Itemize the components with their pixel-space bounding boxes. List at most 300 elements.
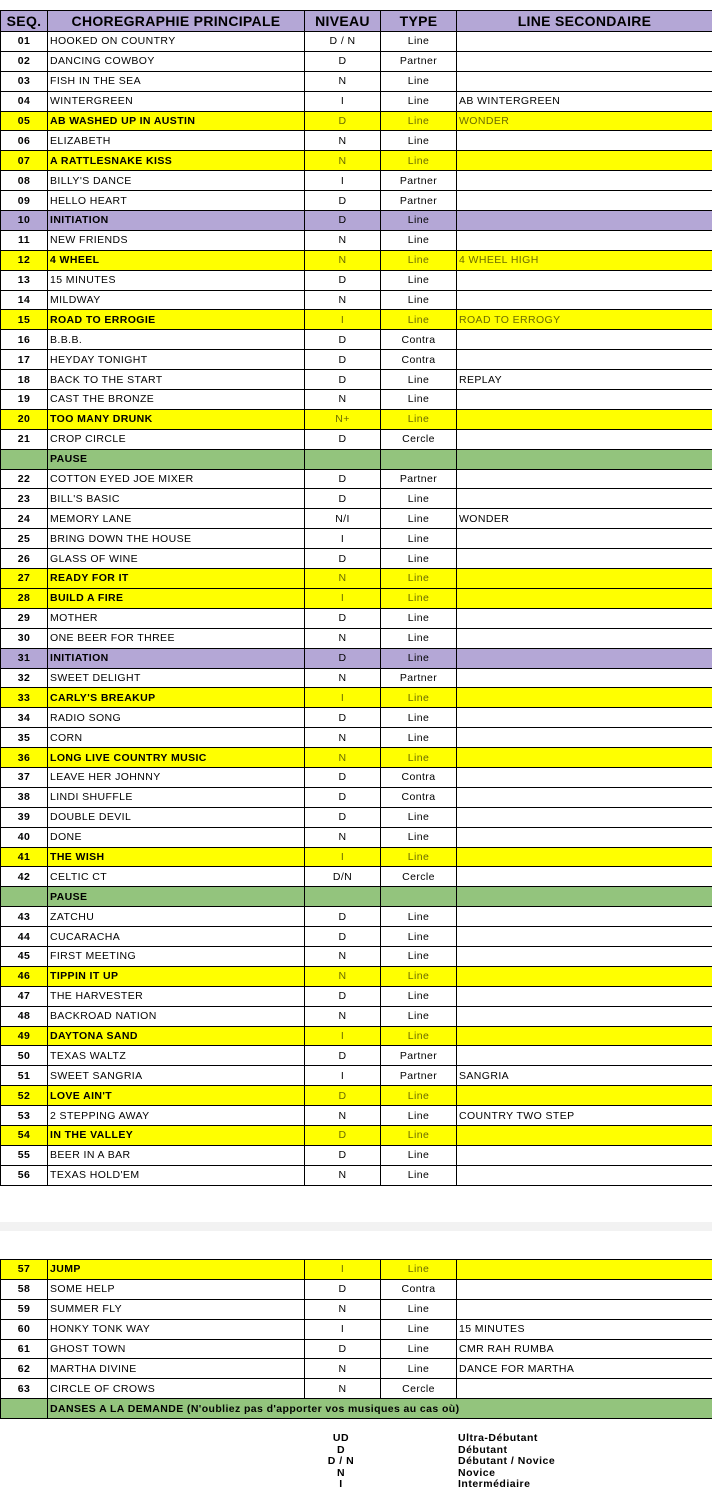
choregraphie-cell: DONE [48, 827, 305, 847]
choregraphie-cell: HONKY TONK WAY [48, 1319, 305, 1339]
line-secondaire-cell: AB WINTERGREEN [457, 91, 712, 111]
seq-cell: 46 [1, 966, 48, 986]
table-row [1, 1106, 712, 1126]
choregraphie-cell: PAUSE [48, 449, 305, 469]
table-row [1, 569, 712, 589]
table-row [1, 409, 712, 429]
choregraphie-cell: BACK TO THE START [48, 370, 305, 390]
table-row [1, 1125, 712, 1145]
line-secondaire-cell [457, 230, 712, 250]
table-row [1, 867, 712, 887]
type-cell: Line [381, 230, 457, 250]
line-secondaire-cell [457, 907, 712, 927]
table-row [1, 1260, 712, 1280]
line-secondaire-cell [457, 489, 712, 509]
niveau-cell: N [305, 390, 381, 410]
seq-cell: 29 [1, 608, 48, 628]
niveau-cell: D [305, 1339, 381, 1359]
table-row [1, 628, 712, 648]
type-cell: Line [381, 1106, 457, 1126]
choregraphie-cell: CAST THE BRONZE [48, 390, 305, 410]
niveau-cell: D [305, 211, 381, 231]
line-secondaire-cell [457, 71, 712, 91]
type-cell: Cercle [381, 1379, 457, 1399]
header-line-secondaire: LINE SECONDAIRE [457, 11, 712, 32]
choregraphie-cell: DOUBLE DEVIL [48, 807, 305, 827]
type-cell: Line [381, 111, 457, 131]
niveau-cell: D [305, 787, 381, 807]
type-cell: Partner [381, 171, 457, 191]
seq-cell: 11 [1, 230, 48, 250]
line-secondaire-cell [457, 608, 712, 628]
type-cell: Line [381, 946, 457, 966]
legend-item [0, 1455, 712, 1467]
table-row [1, 827, 712, 847]
seq-cell: 48 [1, 1006, 48, 1026]
niveau-cell: N [305, 1379, 381, 1399]
legend-label: Ultra-Débutant [458, 1432, 538, 1444]
seq-cell: 49 [1, 1026, 48, 1046]
seq-cell: 04 [1, 91, 48, 111]
seq-cell: 32 [1, 668, 48, 688]
legend-label: Intermédiaire [458, 1478, 531, 1490]
table-row [1, 1319, 712, 1339]
header-type: TYPE [381, 11, 457, 32]
type-cell: Partner [381, 1066, 457, 1086]
seq-cell: 62 [1, 1359, 48, 1379]
table-row [1, 489, 712, 509]
line-secondaire-cell [457, 887, 712, 907]
line-secondaire-cell [457, 708, 712, 728]
choregraphie-cell: BACKROAD NATION [48, 1006, 305, 1026]
legend-code: D [336, 1443, 346, 1456]
table-row [1, 429, 712, 449]
seq-cell: 51 [1, 1066, 48, 1086]
choregraphie-cell: MEMORY LANE [48, 509, 305, 529]
line-secondaire-cell [457, 390, 712, 410]
niveau-cell: D [305, 191, 381, 211]
choregraphie-cell: CARLY'S BREAKUP [48, 688, 305, 708]
choregraphie-cell: NEW FRIENDS [48, 230, 305, 250]
line-secondaire-cell [457, 787, 712, 807]
table-row [1, 91, 712, 111]
table-row [1, 1339, 712, 1359]
type-cell: Line [381, 549, 457, 569]
choregraphie-cell: CORN [48, 728, 305, 748]
type-cell: Line [381, 71, 457, 91]
line-secondaire-cell [457, 569, 712, 589]
choregraphie-cell: BEER IN A BAR [48, 1145, 305, 1165]
table-row [1, 191, 712, 211]
niveau-cell: N [305, 628, 381, 648]
line-secondaire-cell: CMR RAH RUMBA [457, 1339, 712, 1359]
table-row [1, 1086, 712, 1106]
niveau-cell: I [305, 1026, 381, 1046]
niveau-cell: D [305, 370, 381, 390]
choregraphie-cell: B.B.B. [48, 330, 305, 350]
table-row [1, 71, 712, 91]
table-row [1, 847, 712, 867]
niveau-cell: N [305, 827, 381, 847]
table-row [1, 270, 712, 290]
table-row [1, 748, 712, 768]
choregraphie-cell: MILDWAY [48, 290, 305, 310]
table-row [1, 1279, 712, 1299]
line-secondaire-cell [457, 191, 712, 211]
niveau-cell: D/N [305, 867, 381, 887]
line-secondaire-cell [457, 986, 712, 1006]
type-cell: Line [381, 1006, 457, 1026]
seq-cell: 33 [1, 688, 48, 708]
type-cell: Line [381, 966, 457, 986]
choregraphie-cell: LONG LIVE COUNTRY MUSIC [48, 748, 305, 768]
seq-cell: 39 [1, 807, 48, 827]
legend-code: N [336, 1466, 346, 1479]
line-secondaire-cell [457, 429, 712, 449]
seq-cell: 37 [1, 767, 48, 787]
header-niveau: NIVEAU [305, 11, 381, 32]
seq-cell: 10 [1, 211, 48, 231]
niveau-cell: N [305, 290, 381, 310]
table-row [1, 111, 712, 131]
niveau-cell: I [305, 1066, 381, 1086]
seq-cell: 45 [1, 946, 48, 966]
choregraphie-cell: MOTHER [48, 608, 305, 628]
table-row [1, 290, 712, 310]
table-row [1, 469, 712, 489]
niveau-cell: N [305, 668, 381, 688]
choregraphie-cell: WINTERGREEN [48, 91, 305, 111]
type-cell: Line [381, 708, 457, 728]
choregraphie-cell: ZATCHU [48, 907, 305, 927]
line-secondaire-cell [457, 290, 712, 310]
choregraphie-cell: HEYDAY TONIGHT [48, 350, 305, 370]
line-secondaire-cell [457, 688, 712, 708]
line-secondaire-cell [457, 966, 712, 986]
niveau-cell: N [305, 250, 381, 270]
seq-cell: 28 [1, 588, 48, 608]
line-secondaire-cell [457, 549, 712, 569]
table-row [1, 1006, 712, 1026]
seq-cell [1, 449, 48, 469]
niveau-cell: D / N [305, 32, 381, 52]
table-row [1, 946, 712, 966]
type-cell: Contra [381, 1279, 457, 1299]
table-row [1, 608, 712, 628]
choregraphie-cell: MARTHA DIVINE [48, 1359, 305, 1379]
type-cell: Line [381, 1086, 457, 1106]
table-row [1, 807, 712, 827]
legend-label: Novice [458, 1466, 496, 1479]
table-row [1, 688, 712, 708]
type-cell: Line [381, 1260, 457, 1280]
seq-cell: 35 [1, 728, 48, 748]
demande-note: DANSES A LA DEMANDE (N'oubliez pas d'apporter vos musiques au cas où) [48, 1399, 712, 1419]
legend-item [0, 1478, 712, 1490]
choregraphie-cell: HELLO HEART [48, 191, 305, 211]
seq-cell: 63 [1, 1379, 48, 1399]
niveau-cell: N [305, 1299, 381, 1319]
seq-cell: 07 [1, 151, 48, 171]
seq-cell: 23 [1, 489, 48, 509]
choregraphie-cell: BUILD A FIRE [48, 588, 305, 608]
type-cell: Line [381, 1125, 457, 1145]
choregraphie-cell: FIRST MEETING [48, 946, 305, 966]
type-cell: Line [381, 1165, 457, 1185]
type-cell: Line [381, 370, 457, 390]
type-cell: Line [381, 847, 457, 867]
niveau-cell: D [305, 927, 381, 947]
type-cell: Line [381, 569, 457, 589]
choregraphie-cell: CUCARACHA [48, 927, 305, 947]
niveau-cell [305, 887, 381, 907]
line-secondaire-cell [457, 1006, 712, 1026]
line-secondaire-cell [457, 1046, 712, 1066]
table-row [1, 668, 712, 688]
type-cell: Contra [381, 330, 457, 350]
type-cell: Line [381, 151, 457, 171]
niveau-cell: I [305, 529, 381, 549]
type-cell: Line [381, 748, 457, 768]
choregraphie-cell: A RATTLESNAKE KISS [48, 151, 305, 171]
niveau-cell: D [305, 330, 381, 350]
choregraphie-cell: SUMMER FLY [48, 1299, 305, 1319]
niveau-cell: N [305, 230, 381, 250]
pause-row [1, 449, 712, 469]
niveau-cell: D [305, 429, 381, 449]
type-cell: Cercle [381, 867, 457, 887]
line-secondaire-cell: REPLAY [457, 370, 712, 390]
type-cell: Line [381, 131, 457, 151]
niveau-cell: N [305, 1106, 381, 1126]
niveau-cell: D [305, 51, 381, 71]
seq-cell: 42 [1, 867, 48, 887]
dance-program-table [0, 10, 712, 1186]
niveau-cell: I [305, 1260, 381, 1280]
line-secondaire-cell [457, 628, 712, 648]
table-row [1, 529, 712, 549]
seq-cell: 17 [1, 350, 48, 370]
line-secondaire-cell [457, 1086, 712, 1106]
table-row [1, 927, 712, 947]
seq-cell: 58 [1, 1279, 48, 1299]
table-row [1, 1299, 712, 1319]
type-cell [381, 887, 457, 907]
header-seq: SEQ. [1, 11, 48, 32]
choregraphie-cell: CIRCLE OF CROWS [48, 1379, 305, 1399]
level-legend [0, 1432, 712, 1490]
seq-cell: 20 [1, 409, 48, 429]
choregraphie-cell: COTTON EYED JOE MIXER [48, 469, 305, 489]
seq-cell: 09 [1, 191, 48, 211]
niveau-cell: I [305, 688, 381, 708]
choregraphie-cell: DANCING COWBOY [48, 51, 305, 71]
choregraphie-cell: SWEET DELIGHT [48, 668, 305, 688]
table-row [1, 350, 712, 370]
seq-cell: 01 [1, 32, 48, 52]
line-secondaire-cell [457, 668, 712, 688]
seq-cell: 38 [1, 787, 48, 807]
type-cell: Line [381, 1319, 457, 1339]
choregraphie-cell: FISH IN THE SEA [48, 71, 305, 91]
seq-cell: 54 [1, 1125, 48, 1145]
line-secondaire-cell [457, 350, 712, 370]
choregraphie-cell: BILLY'S DANCE [48, 171, 305, 191]
seq-cell: 02 [1, 51, 48, 71]
line-secondaire-cell [457, 131, 712, 151]
type-cell: Line [381, 390, 457, 410]
seq-cell: 21 [1, 429, 48, 449]
seq-cell [1, 887, 48, 907]
line-secondaire-cell [457, 767, 712, 787]
type-cell: Line [381, 927, 457, 947]
type-cell: Line [381, 588, 457, 608]
line-secondaire-cell [457, 1279, 712, 1299]
line-secondaire-cell [457, 847, 712, 867]
seq-cell: 47 [1, 986, 48, 1006]
seq-cell: 05 [1, 111, 48, 131]
type-cell: Line [381, 1359, 457, 1379]
line-secondaire-cell [457, 51, 712, 71]
line-secondaire-cell [457, 171, 712, 191]
legend-item [0, 1467, 712, 1479]
line-secondaire-cell [457, 1165, 712, 1185]
type-cell: Line [381, 250, 457, 270]
pause-row [1, 887, 712, 907]
choregraphie-cell: LEAVE HER JOHNNY [48, 767, 305, 787]
niveau-cell: N [305, 151, 381, 171]
table-row [1, 986, 712, 1006]
choregraphie-cell: THE WISH [48, 847, 305, 867]
niveau-cell: D [305, 489, 381, 509]
table-row [1, 330, 712, 350]
type-cell: Line [381, 1339, 457, 1359]
seq-cell: 59 [1, 1299, 48, 1319]
line-secondaire-cell: ROAD TO ERROGY [457, 310, 712, 330]
table-row [1, 1026, 712, 1046]
table-row [1, 211, 712, 231]
type-cell: Contra [381, 767, 457, 787]
type-cell: Line [381, 1145, 457, 1165]
legend-code: I [339, 1478, 343, 1490]
header-row [1, 11, 712, 32]
line-secondaire-cell [457, 1026, 712, 1046]
line-secondaire-cell [457, 748, 712, 768]
seq-cell: 61 [1, 1339, 48, 1359]
table-row [1, 787, 712, 807]
type-cell: Line [381, 489, 457, 509]
table-row [1, 131, 712, 151]
type-cell: Line [381, 509, 457, 529]
choregraphie-cell: BRING DOWN THE HOUSE [48, 529, 305, 549]
table-row [1, 151, 712, 171]
niveau-cell: N [305, 966, 381, 986]
line-secondaire-cell [457, 449, 712, 469]
type-cell: Line [381, 827, 457, 847]
type-cell: Line [381, 211, 457, 231]
line-secondaire-cell: 15 MINUTES [457, 1319, 712, 1339]
choregraphie-cell: INITIATION [48, 648, 305, 668]
table-row [1, 310, 712, 330]
type-cell: Line [381, 807, 457, 827]
seq-cell: 30 [1, 628, 48, 648]
niveau-cell: D [305, 549, 381, 569]
seq-cell: 55 [1, 1145, 48, 1165]
choregraphie-cell: INITIATION [48, 211, 305, 231]
line-secondaire-cell [457, 330, 712, 350]
niveau-cell: N/I [305, 509, 381, 529]
legend-label: Débutant [458, 1443, 508, 1456]
seq-cell: 53 [1, 1106, 48, 1126]
choregraphie-cell: TEXAS WALTZ [48, 1046, 305, 1066]
type-cell: Line [381, 628, 457, 648]
niveau-cell: N [305, 1165, 381, 1185]
type-cell: Partner [381, 191, 457, 211]
seq-cell: 34 [1, 708, 48, 728]
choregraphie-cell: ROAD TO ERROGIE [48, 310, 305, 330]
table-row [1, 549, 712, 569]
section-separator [0, 1222, 712, 1231]
type-cell: Line [381, 608, 457, 628]
table-row [1, 370, 712, 390]
table-row [1, 1145, 712, 1165]
choregraphie-cell: LOVE AIN'T [48, 1086, 305, 1106]
type-cell: Line [381, 409, 457, 429]
choregraphie-cell: ELIZABETH [48, 131, 305, 151]
niveau-cell: D [305, 1145, 381, 1165]
table-row [1, 588, 712, 608]
line-secondaire-cell: COUNTRY TWO STEP [457, 1106, 712, 1126]
type-cell [381, 449, 457, 469]
niveau-cell: I [305, 588, 381, 608]
line-secondaire-cell [457, 211, 712, 231]
line-secondaire-cell [457, 1379, 712, 1399]
seq-cell: 06 [1, 131, 48, 151]
seq-cell: 43 [1, 907, 48, 927]
niveau-cell: I [305, 91, 381, 111]
choregraphie-cell: TOO MANY DRUNK [48, 409, 305, 429]
table-row [1, 1379, 712, 1399]
choregraphie-cell: READY FOR IT [48, 569, 305, 589]
line-secondaire-cell [457, 946, 712, 966]
table-row [1, 390, 712, 410]
seq-cell: 12 [1, 250, 48, 270]
seq-cell: 52 [1, 1086, 48, 1106]
legend-label: Débutant / Novice [458, 1455, 556, 1467]
seq-cell: 24 [1, 509, 48, 529]
table-row [1, 230, 712, 250]
demande-row [1, 1399, 712, 1419]
niveau-cell: D [305, 350, 381, 370]
seq-cell: 36 [1, 748, 48, 768]
line-secondaire-cell [457, 151, 712, 171]
choregraphie-cell: SWEET SANGRIA [48, 1066, 305, 1086]
niveau-cell: D [305, 469, 381, 489]
choregraphie-cell: CELTIC CT [48, 867, 305, 887]
type-cell: Partner [381, 469, 457, 489]
line-secondaire-cell: DANCE FOR MARTHA [457, 1359, 712, 1379]
choregraphie-cell: HOOKED ON COUNTRY [48, 32, 305, 52]
table-row [1, 171, 712, 191]
table-row [1, 966, 712, 986]
line-secondaire-cell [457, 827, 712, 847]
seq-cell: 31 [1, 648, 48, 668]
niveau-cell: N [305, 728, 381, 748]
type-cell: Line [381, 986, 457, 1006]
type-cell: Line [381, 32, 457, 52]
niveau-cell: D [305, 708, 381, 728]
type-cell: Line [381, 310, 457, 330]
